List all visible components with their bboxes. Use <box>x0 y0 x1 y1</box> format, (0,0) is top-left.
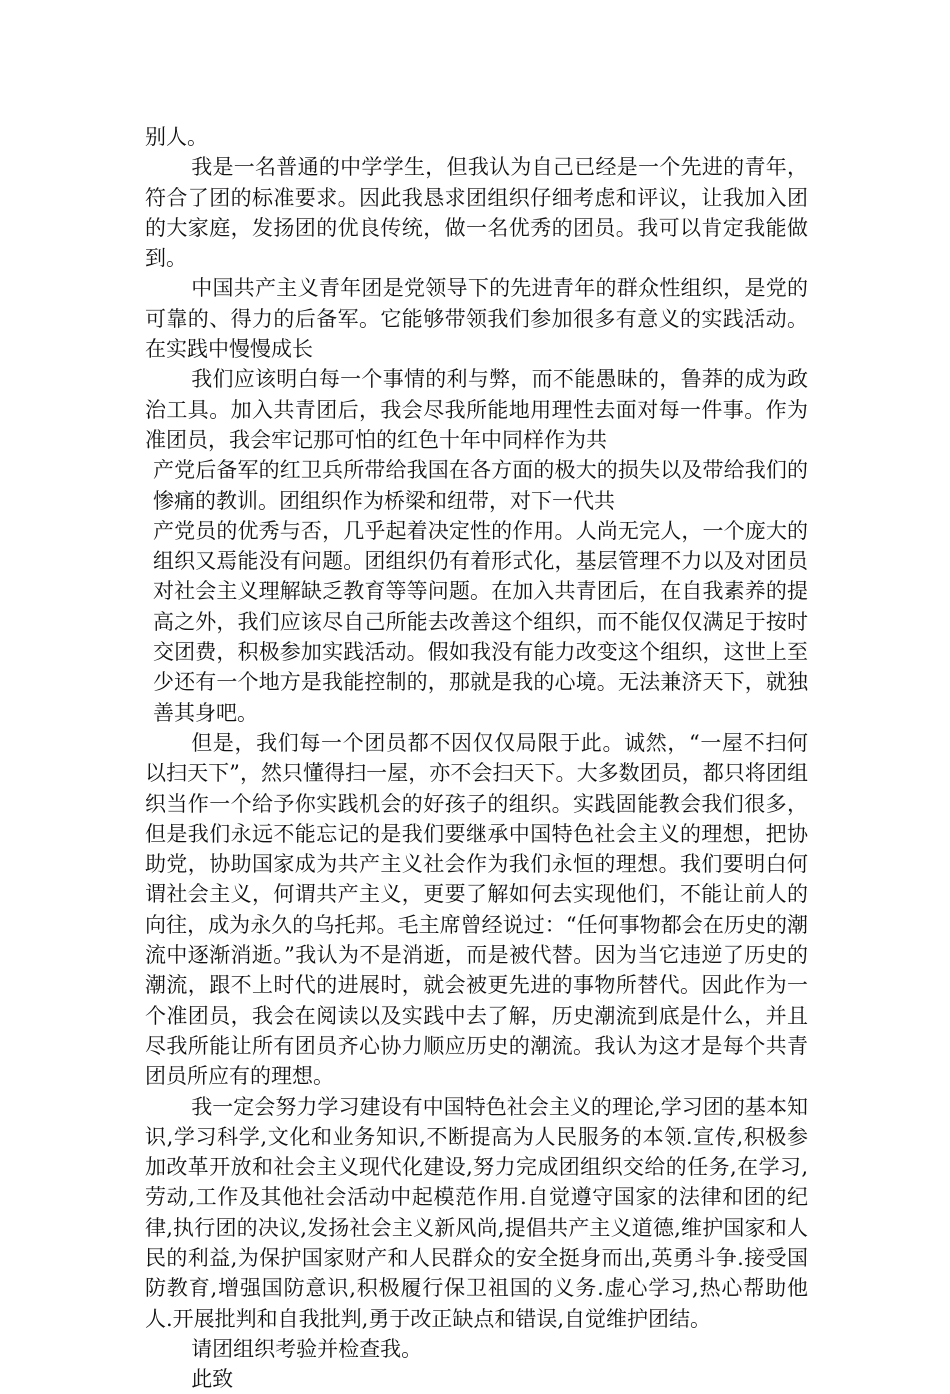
paragraph-6: 请团组织考验并检查我。 <box>191 1336 423 1361</box>
paragraph-5: 我一定会努力学习建设有中国特色社会主义的理论,学习团的基本知识,学习科学,文化和业务知识,不断提高为人民服务的本领.宣传,积极参加改革开放和社会主义现代化建设,努力完成团组织交给的任务,在学习,劳动,工作及其他社会活动中起模范作用.自觉遵守国家的法律和团的纪律,执行团的决议,发扬社会主义新风尚,提倡共产主义道德,维护国家和人民的利益,为保护国家财产和人民群众的安全挺身而出,英勇斗争.接受国防教育,增强国防意识,积极履行保卫祖国的义务.虚心学习,热心帮助他人.开展批判和自我批判,勇于改正缺点和错误,自觉维护团结。 <box>145 1094 808 1331</box>
paragraph-4: 但是，我们每一个团员都不因仅仅局限于此。诚然，“一屋不扫何以扫天下”，然只懂得扫一屋，亦不会扫天下。大多数团员，都只将团组织当作一个给予你实践机会的好孩子的组织。实践固能教会我们很多，但是我们永远不能忘记的是我们要继承中国特色社会主义的理想，把协助党，协助国家成为共产主义社会作为我们永恒的理想。我们要明白何谓社会主义，何谓共产主义，更要了解如何去实现他们，不能让前人的向往，成为永久的乌托邦。毛主席曾经说过：“任何事物都会在历史的潮流中逐渐消逝。”我认为不是消逝，而是被代替。因为当它违逆了历史的潮流，跟不上时代的进展时，就会被更先进的事物所替代。因此作为一个准团员，我会在阅读以及实践中去了解，历史潮流到底是什么，并且尽我所能让所有团员齐心协力顺应历史的潮流。我认为这才是每个共青团员所应有的理想。 <box>145 730 808 1089</box>
paragraph-3-part-3: 产党员的优秀与否，几乎起着决定性的作用。人尚无完人，一个庞大的组织又焉能没有问题。团组织仍有着形式化，基层管理不力以及对团员对社会主义理解缺乏教育等等问题。在加入共青团后，在自我素养的提高之外，我们应该尽自己所能去改善这个组织，而不能仅仅满足于按时交团费，积极参加实践活动。假如我没有能力改变这个组织，这世上至少还有一个地方是我能控制的，那就是我的心境。无法兼济天下，就独善其身吧。 <box>153 518 808 725</box>
paragraph-1: 我是一名普通的中学学生，但我认为自己已经是一个先进的青年，符合了团的标准要求。因此我恳求团组织仔细考虑和评议，让我加入团的大家庭，发扬团的优良传统，做一名优秀的团员。我可以肯定我能做到。 <box>145 155 808 271</box>
closing-salutation: 此致 <box>191 1367 234 1392</box>
paragraph-3-part-1: 我们应该明白每一个事情的利与弊，而不能愚昧的，鲁莽的成为政治工具。加入共青团后，我会尽我所能地用理性去面对每一件事。作为准团员，我会牢记那可怕的红色十年中同样作为共 <box>145 367 808 452</box>
paragraph-0: 别人。 <box>145 125 208 149</box>
paragraph-3-part-2: 产党后备军的红卫兵所带给我国在各方面的极大的损失以及带给我们的惨痛的教训。团组织作为桥梁和纽带，对下一代共 <box>153 458 808 513</box>
paragraph-2: 中国共产主义青年团是党领导下的先进青年的群众性组织，是党的可靠的、得力的后备军。它能够带领我们参加很多有意义的实践活动。在实践中慢慢成长 <box>145 276 808 362</box>
document-body <box>145 122 808 1394</box>
